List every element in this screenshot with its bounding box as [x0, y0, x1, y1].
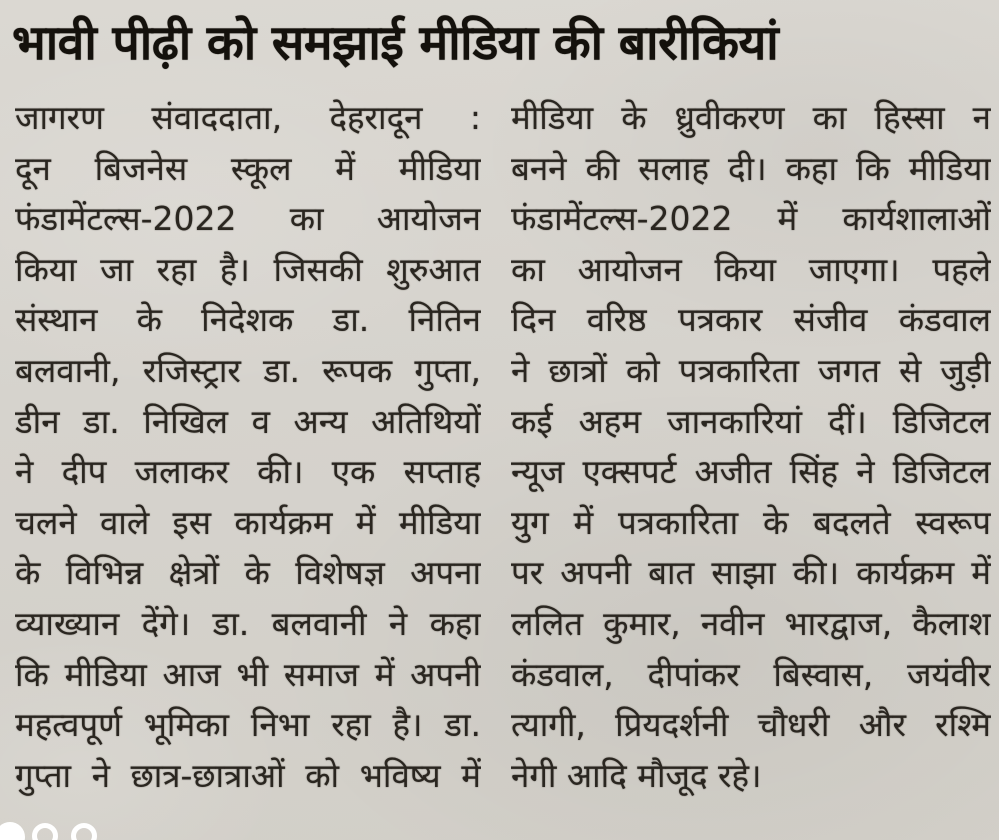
article-body	[15, 93, 991, 801]
carousel-dot-inactive[interactable]	[32, 823, 58, 840]
carousel-dot-inactive[interactable]	[71, 823, 97, 840]
article-line: कई अहम जानकारियां दीं। डिजिटल	[511, 401, 991, 441]
article-line: डीन डा. निखिल व अन्य अतिथियों	[15, 401, 481, 441]
article-line: के विभिन्न क्षेत्रों के विशेषज्ञ अपना	[15, 553, 481, 593]
carousel-dot-active[interactable]	[0, 822, 25, 840]
article-line: ललित कुमार, नवीन भारद्वाज, कैलाश	[511, 603, 991, 643]
article-line: युग में पत्रकारिता के बदलते स्वरूप	[511, 502, 991, 542]
article-line: कंडवाल, दीपांकर बिस्वास, जयंवीर	[511, 654, 991, 694]
article-line: का आयोजन किया जाएगा। पहले	[511, 249, 991, 289]
article-line: ने दीप जलाकर की। एक सप्ताह	[15, 452, 481, 492]
article-column-left	[15, 93, 481, 801]
article-line: कि मीडिया आज भी समाज में अपनी	[15, 654, 481, 694]
article-line: गुप्ता ने छात्र-छात्राओं को भविष्य में	[15, 755, 481, 795]
article-line: ने छात्रों को पत्रकारिता जगत से जुड़ी	[511, 350, 991, 390]
article-line: फंडामेंटल्स-2022 का आयोजन	[15, 199, 481, 239]
article-line: बनने की सलाह दी। कहा कि मीडिया	[511, 148, 991, 188]
article-line: महत्वपूर्ण भूमिका निभा रहा है। डा.	[15, 705, 481, 745]
article-column-right	[511, 93, 991, 801]
article-line: दिन वरिष्ठ पत्रकार संजीव कंडवाल	[511, 300, 991, 340]
article-headline: भावी पीढ़ी को समझाई मीडिया की बारीकियां	[12, 15, 779, 71]
article-line: संस्थान के निदेशक डा. नितिन	[15, 300, 481, 340]
article-line: पर अपनी बात साझा की। कार्यक्रम में	[511, 553, 991, 593]
article-line: मीडिया के ध्रुवीकरण का हिस्सा न	[511, 98, 991, 137]
article-line: त्यागी, प्रियदर्शनी चौधरी और रश्मि	[511, 705, 991, 745]
article-line: किया जा रहा है। जिसकी शुरुआत	[15, 249, 481, 289]
article-line: न्यूज एक्सपर्ट अजीत सिंह ने डिजिटल	[511, 452, 991, 492]
article-line: नेगी आदि मौजूद रहे।	[511, 755, 762, 795]
article-dateline: जागरण संवाददाता, देहरादून :	[15, 98, 481, 137]
article-line: चलने वाले इस कार्यक्रम में मीडिया	[15, 502, 481, 542]
article-line: बलवानी, रजिस्ट्रार डा. रूपक गुप्ता,	[15, 350, 481, 390]
article-line: दून बिजनेस स्कूल में मीडिया	[15, 148, 481, 188]
article-line: व्याख्यान देंगे। डा. बलवानी ने कहा	[15, 603, 481, 643]
article-line: फंडामेंटल्स-2022 में कार्यशालाओं	[511, 199, 991, 239]
